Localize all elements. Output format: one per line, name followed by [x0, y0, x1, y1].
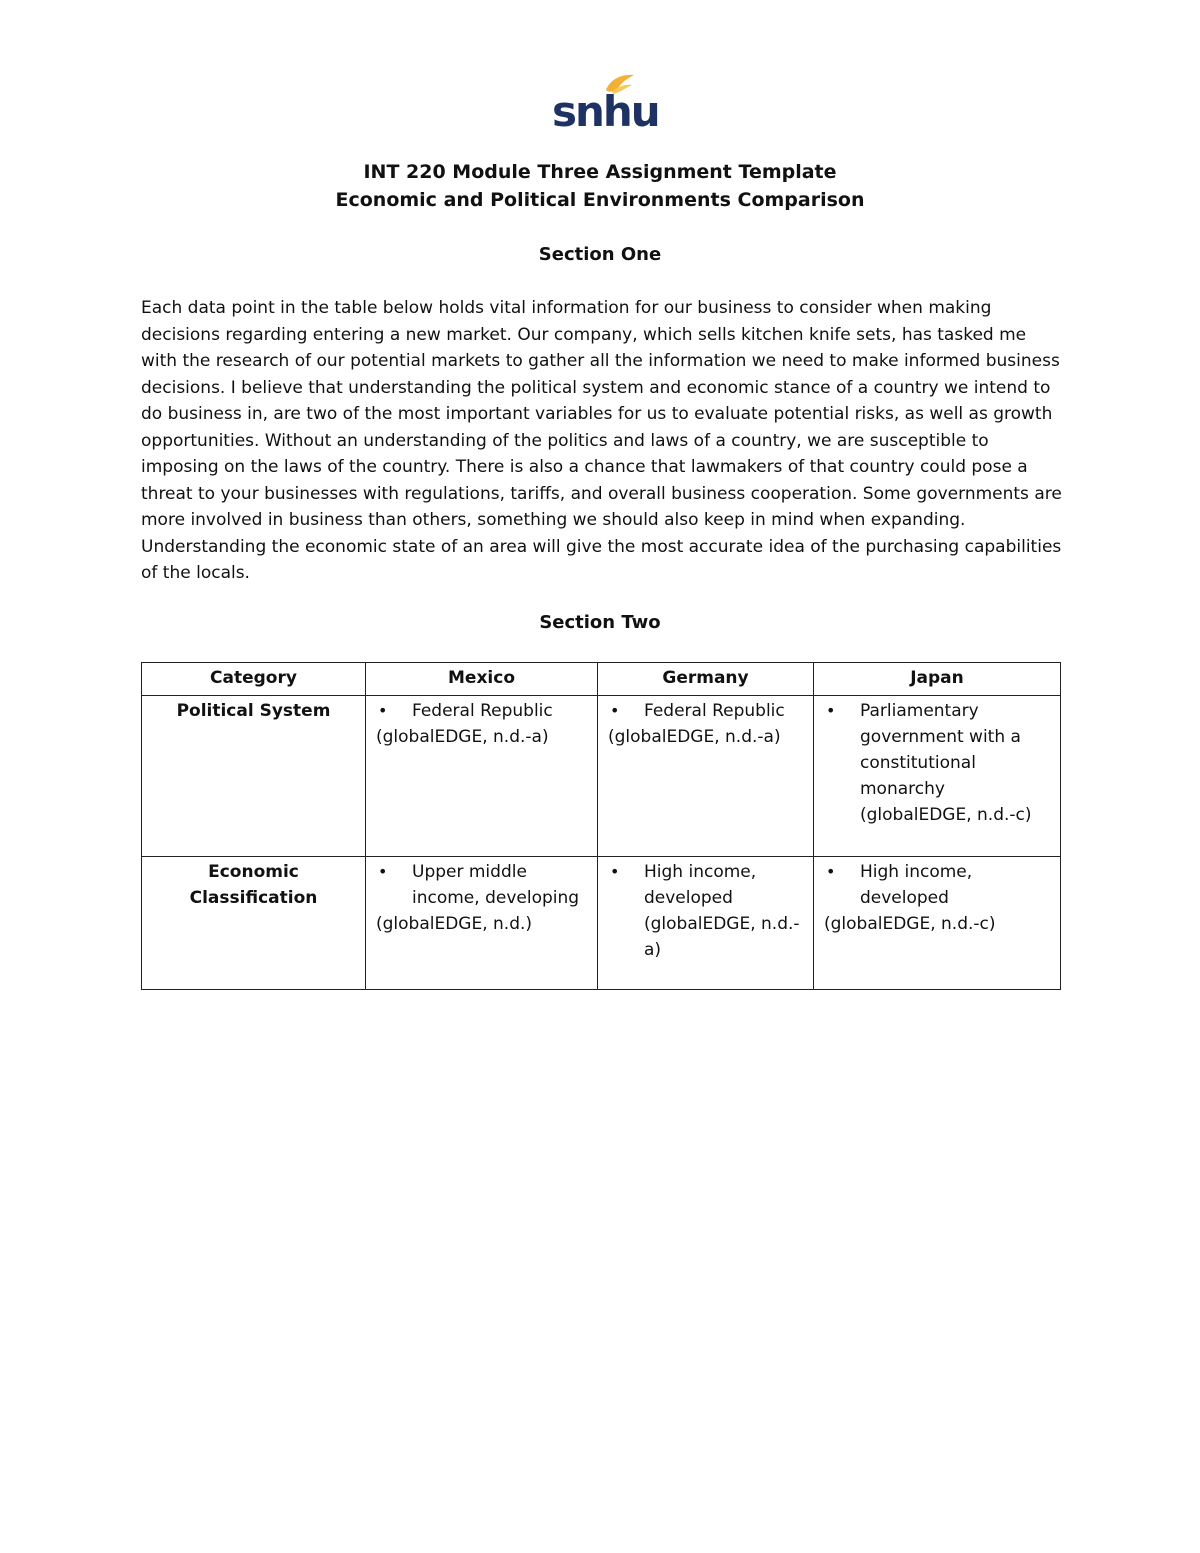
cell-bullet-text: Upper middle income, developing — [412, 862, 580, 908]
row-category: Economic Classification — [142, 857, 366, 990]
cell-citation: (globalEDGE, n.d.-a) — [376, 727, 549, 747]
bullet-icon: • — [826, 701, 836, 720]
bullet-icon: • — [378, 701, 388, 720]
snhu-logo — [552, 72, 659, 136]
bullet-icon: • — [610, 701, 620, 720]
section-one-heading: Section One — [538, 244, 662, 265]
cell-bullet-text: High income, developed (globalEDGE, n.d.-a) — [644, 862, 800, 960]
logo-wordmark: snhu — [552, 87, 659, 136]
table-cell — [366, 696, 598, 857]
document-title: INT 220 Module Three Assignment Template — [363, 161, 837, 183]
document-subtitle: Economic and Political Environments Comparison — [335, 189, 865, 211]
bullet-icon: • — [610, 862, 620, 881]
table-cell — [814, 857, 1061, 990]
row-category: Political System — [142, 696, 366, 857]
header-japan: Japan — [814, 663, 1061, 696]
cell-citation: (globalEDGE, n.d.-a) — [608, 727, 781, 747]
table-cell — [598, 696, 814, 857]
cell-citation: (globalEDGE, n.d.-c) — [824, 914, 996, 934]
bullet-icon: • — [378, 862, 388, 881]
comparison-table — [141, 662, 1061, 990]
section-two-heading: Section Two — [539, 612, 661, 633]
cell-bullet-text: Federal Republic — [644, 701, 785, 721]
table-row — [142, 857, 1061, 990]
header-mexico: Mexico — [366, 663, 598, 696]
table-cell — [814, 696, 1061, 857]
cell-bullet-text: Parliamentary government with a constitutional monarchy (globalEDGE, n.d.-c) — [860, 701, 1032, 825]
table-cell — [598, 857, 814, 990]
header-germany: Germany — [598, 663, 814, 696]
cell-citation: (globalEDGE, n.d.) — [376, 914, 533, 934]
bullet-icon: • — [826, 862, 836, 881]
table-header-row — [142, 663, 1061, 696]
cell-bullet-text: Federal Republic — [412, 701, 553, 721]
section-one-paragraph: Each data point in the table below holds vital information for our business to consider when making decisions regarding entering a new market. Our company, which sells kitchen knife sets, has tasked me with the research of our potential markets to gather all the information we need to make informed business decisions. I believe that understanding the political system and economic stance of a country we intend to do business in, are two of the most important variables for us to evaluate potential risks, as well as growth opportunities. Without an understanding of the politics and laws of a country, we are susceptible to imposing on the laws of the country. There is also a chance that lawmakers of that country could pose a threat to your businesses with regulations, tariffs, and overall business cooperation. Some governments are more involved in business than others, something we should also keep in mind when expanding. Understanding the economic state of an area will give the most accurate idea of the purchasing capabilities of the locals. — [141, 298, 1062, 583]
cell-bullet-text: High income, developed — [860, 862, 973, 908]
table-cell — [366, 857, 598, 990]
table-row — [142, 696, 1061, 857]
header-category: Category — [142, 663, 366, 696]
